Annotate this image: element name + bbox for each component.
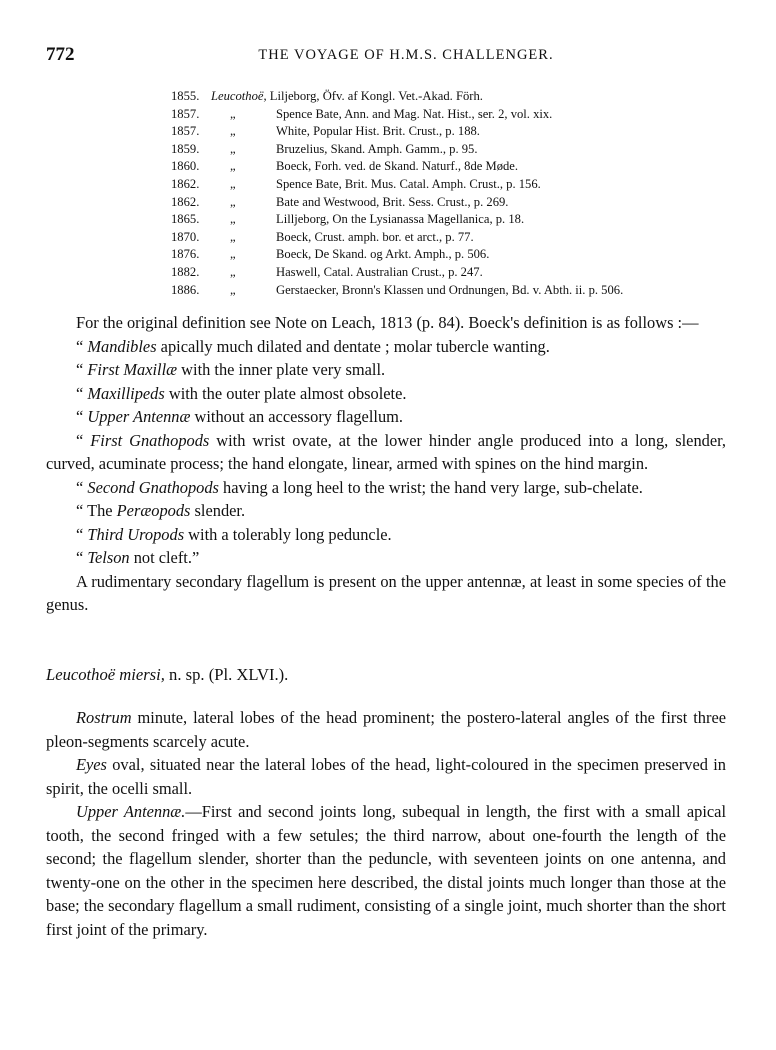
synonymy-year: 1855. xyxy=(171,89,200,103)
species-name: Leucothoë miersi, xyxy=(46,664,165,684)
ditto-mark: „ xyxy=(230,282,236,297)
ditto-mark: „ xyxy=(230,176,236,191)
synonymy-reference xyxy=(211,88,483,106)
synonymy-year: 1859. xyxy=(171,141,200,156)
definition-term: First Gnathopods xyxy=(90,430,210,450)
synonymy-citation: Liljeborg, Öfv. af Kongl. Vet.-Akad. Förh. xyxy=(269,89,483,103)
synonymy-citation: Haswell, Catal. Australian Crust., p. 247. xyxy=(276,264,483,279)
section-gap xyxy=(46,617,726,663)
quote-open: “ xyxy=(76,360,88,379)
synonymy-entry xyxy=(0,211,776,229)
definition-item xyxy=(46,546,726,570)
definition-item xyxy=(46,335,726,359)
description-text: minute, lateral lobes of the head prominent; the postero-lateral angles of the first three pleon-segments scarcely acute. xyxy=(46,708,726,751)
quote-open: “ xyxy=(76,477,88,497)
synonymy-citation: Boeck, Crust. amph. bor. et arct., p. 77. xyxy=(276,229,474,244)
definition-term: Second Gnathopods xyxy=(87,477,219,497)
definition-text: with the outer plate almost obsolete. xyxy=(164,383,407,403)
section-gap xyxy=(46,686,726,706)
definition-term: Peræopods xyxy=(116,501,191,520)
synonymy-citation: Boeck, Forh. ved. de Skand. Naturf., 8de Møde. xyxy=(276,159,519,174)
synonymy-year: 1860. xyxy=(171,159,200,174)
species-reference: n. sp. (Pl. XLVI.). xyxy=(164,664,289,684)
synonymy-year: 1857. xyxy=(171,124,200,139)
species-heading xyxy=(46,663,726,687)
ditto-mark: „ xyxy=(230,159,236,174)
ditto-mark: „ xyxy=(230,264,236,279)
ditto-mark: „ xyxy=(230,141,236,156)
definition-text: apically much dilated and dentate ; molar tubercle wanting. xyxy=(156,336,550,356)
synonymy-citation: Bate and Westwood, Brit. Sess. Crust., p. 269. xyxy=(276,194,509,209)
definition-closing: A rudimentary secondary flagellum is present on the upper antennæ, at least in some species of the genus. xyxy=(46,571,726,614)
quote-open: “ The xyxy=(76,501,117,520)
ditto-mark: „ xyxy=(230,229,236,244)
definition-text: without an accessory flagellum. xyxy=(190,407,403,426)
ditto-mark: „ xyxy=(230,106,236,121)
synonymy-year: 1862. xyxy=(171,176,200,191)
definition-item xyxy=(46,476,726,500)
synonymy-entry xyxy=(0,158,776,176)
description-text: oval, situated near the lateral lobes of the head, light-coloured in the specimen preserved in spirit, the ocelli small. xyxy=(46,755,726,798)
synonymy-citation: Boeck, De Skand. og Arkt. Amph., p. 506. xyxy=(276,247,490,262)
synonymy-entry xyxy=(0,282,776,300)
synonymy-year: 1876. xyxy=(171,247,200,262)
quote-open: “ xyxy=(76,548,88,567)
ditto-mark: „ xyxy=(230,247,236,262)
quote-open: “ xyxy=(76,407,88,426)
synonymy-citation: Spence Bate, Brit. Mus. Catal. Amph. Crust., p. 156. xyxy=(276,176,541,191)
description-paragraph xyxy=(46,753,726,800)
synonymy-entry xyxy=(0,141,776,159)
synonymy-entry xyxy=(0,246,776,264)
synonymy-list xyxy=(0,88,776,299)
definition-item xyxy=(46,382,726,406)
definition-item xyxy=(46,405,726,429)
synonymy-year: 1865. xyxy=(171,212,200,227)
synonymy-entry xyxy=(0,176,776,194)
definition-item xyxy=(46,429,726,476)
synonymy-citation: Bruzelius, Skand. Amph. Gamm., p. 95. xyxy=(276,141,478,156)
definition-term: Telson xyxy=(87,548,130,567)
definition-text: with wrist ovate, at the lower hinder angle produced into a long, slender, curved, acuminate process; the hand elongate, linear, armed with spines on the hind margin. xyxy=(46,430,727,473)
definition-text: with the inner plate very small. xyxy=(177,360,386,379)
description-term: Upper Antennæ. xyxy=(76,802,186,821)
ditto-mark: „ xyxy=(230,194,236,209)
description-paragraph xyxy=(46,706,726,753)
page-number: 772 xyxy=(46,44,75,65)
definition-term: Third Uropods xyxy=(87,524,185,544)
body-text xyxy=(46,311,726,941)
synonymy-year: 1882. xyxy=(171,264,200,279)
definition-term: Mandibles xyxy=(87,336,157,356)
description-term: Eyes xyxy=(76,755,107,774)
running-title: THE VOYAGE OF H.M.S. CHALLENGER. xyxy=(258,47,554,63)
synonymy-entry xyxy=(0,106,776,124)
definition-text: not cleft.” xyxy=(129,548,200,567)
synonymy-citation: Spence Bate, Ann. and Mag. Nat. Hist., ser. 2, vol. xix. xyxy=(276,106,553,121)
definition-intro: For the original definition see Note on Leach, 1813 (p. 84). Boeck's definition is as follows :— xyxy=(76,313,699,332)
definition-text: having a long heel to the wrist; the hand very large, sub-chelate. xyxy=(218,477,643,497)
synonymy-citation: Gerstaecker, Bronn's Klassen und Ordnungen, Bd. v. Abth. ii. p. 506. xyxy=(276,282,624,297)
synonymy-citation: White, Popular Hist. Brit. Crust., p. 188. xyxy=(276,124,480,139)
description-paragraph xyxy=(46,800,726,941)
definition-item xyxy=(46,499,726,523)
quote-open: “ xyxy=(76,383,88,403)
synonymy-entry xyxy=(0,264,776,282)
synonymy-entry xyxy=(0,229,776,247)
definition-term: Upper Antennæ xyxy=(87,407,191,426)
synonymy-genus: Leucothoë, xyxy=(211,89,267,103)
synonymy-year: 1857. xyxy=(171,106,200,121)
synonymy-entry xyxy=(0,123,776,141)
synonymy-entry xyxy=(0,88,776,106)
quote-open: “ xyxy=(76,524,88,544)
description-term: Rostrum xyxy=(76,708,132,727)
page-header xyxy=(46,44,726,68)
quote-open: “ xyxy=(76,430,91,450)
synonymy-citation: Lilljeborg, On the Lysianassa Magellanica, p. 18. xyxy=(276,212,525,227)
synonymy-year: 1886. xyxy=(171,282,200,297)
definition-item xyxy=(46,358,726,382)
definition-term: First Maxillæ xyxy=(87,360,178,379)
description-text: —First and second joints long, subequal in length, the first with a small apical tooth, the second fringed with a few setules; the third narrow, about one-fourth the length of the second; the flagellum slender, shorter than the peduncle, with seventeen joints on one antenna, and twenty-one on the other in the specimen here described, the distal joints much longer than those at the base; the secondary flagellum a small rudiment, consisting of a single joint, much shorter than the short first joint of the primary. xyxy=(46,802,726,939)
ditto-mark: „ xyxy=(230,124,236,139)
definition-term: Maxillipeds xyxy=(87,383,165,403)
definition-item xyxy=(46,523,726,547)
synonymy-year: 1870. xyxy=(171,229,200,244)
ditto-mark: „ xyxy=(230,212,236,227)
synonymy-entry xyxy=(0,194,776,212)
quote-open: “ xyxy=(76,336,88,356)
definition-text: with a tolerably long peduncle. xyxy=(184,524,392,544)
synonymy-year: 1862. xyxy=(171,194,200,209)
definition-text: slender. xyxy=(190,501,246,520)
